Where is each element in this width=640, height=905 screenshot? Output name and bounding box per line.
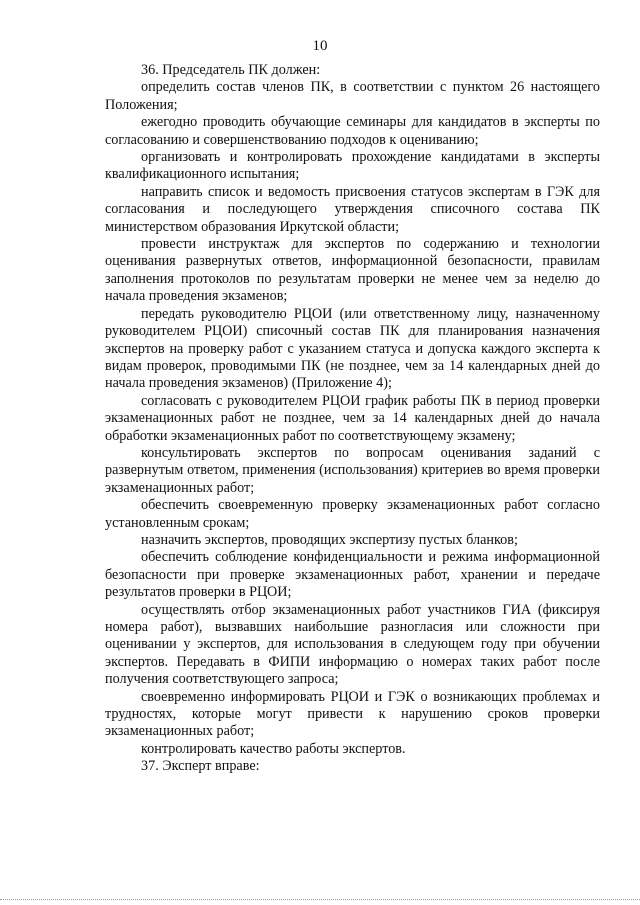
duty-item: обеспечить соблюдение конфиденциальности и режима информационной безопасности при проверке экзаменационных работ, хранении и передаче результатов проверки в РЦОИ; [105,549,600,601]
duty-item: организовать и контролировать прохождение кандидатами в эксперты квалификационного испытания; [105,149,600,183]
section-heading-37: 37. Эксперт вправе: [141,758,260,775]
duty-item: провести инструктаж для экспертов по содержанию и технологии оценивания развернутых ответов, информационной безопасности, правилам заполнения протоколов по результатам проверки не менее чем за неделю до начала проведения экзаменов; [105,236,600,305]
duty-item: определить состав членов ПК, в соответствии с пунктом 26 настоящего Положения; [105,79,600,113]
duty-item: согласовать с руководителем РЦОИ график работы ПК в период проверки экзаменационных работ не позднее, чем за 14 календарных дней до начала обработки экзаменационных работ по соответствующему экзамену; [105,392,600,444]
duty-item: осуществлять отбор экзаменационных работ участников ГИА (фиксируя номера работ), вызвавших наибольшие разногласия или сложности при оценивании у экспертов, для использования в следующем году при обучении экспертов. Передавать в ФИПИ информацию о номерах таких работ после получения соответствующего запроса; [105,601,600,688]
scan-edge-line [0,899,640,900]
duty-item: направить список и ведомость присвоения статусов экспертам в ГЭК для согласования и последующего утверждения списочного состава ПК министерством образования Иркутской области; [105,183,600,235]
duty-item: передать руководителю РЦОИ (или ответственному лицу, назначенному руководителем РЦОИ) списочный состав ПК для планирования назначения экспертов на проверку работ с указанием статуса и допуска каждого эксперта к видам проверок, проводимыми ПК (не позднее, чем за 14 календарных дней до начала проведения экзаменов) (Приложение 4); [105,305,600,392]
duty-item: ежегодно проводить обучающие семинары для кандидатов в эксперты по согласованию и совершенствованию подходов к оцениванию; [105,114,600,148]
duty-item: контролировать качество работы экспертов. [141,740,406,757]
duty-item: консультировать экспертов по вопросам оценивания заданий с развернутым ответом, применения (использования) критериев во время проверки экзаменационных работ; [105,444,600,496]
section-heading-36: 36. Председатель ПК должен: [141,62,321,78]
duty-item: назначить экспертов, проводящих экспертизу пустых бланков; [141,531,518,548]
page-number: 10 [312,38,328,54]
document-body [105,62,600,776]
duty-item: своевременно информировать РЦОИ и ГЭК о возникающих проблемах и трудностях, которые могут привести к нарушению сроков проверки экзаменационных работ; [105,688,600,740]
duty-item: обеспечить своевременную проверку экзаменационных работ согласно установленным срокам; [105,497,600,531]
